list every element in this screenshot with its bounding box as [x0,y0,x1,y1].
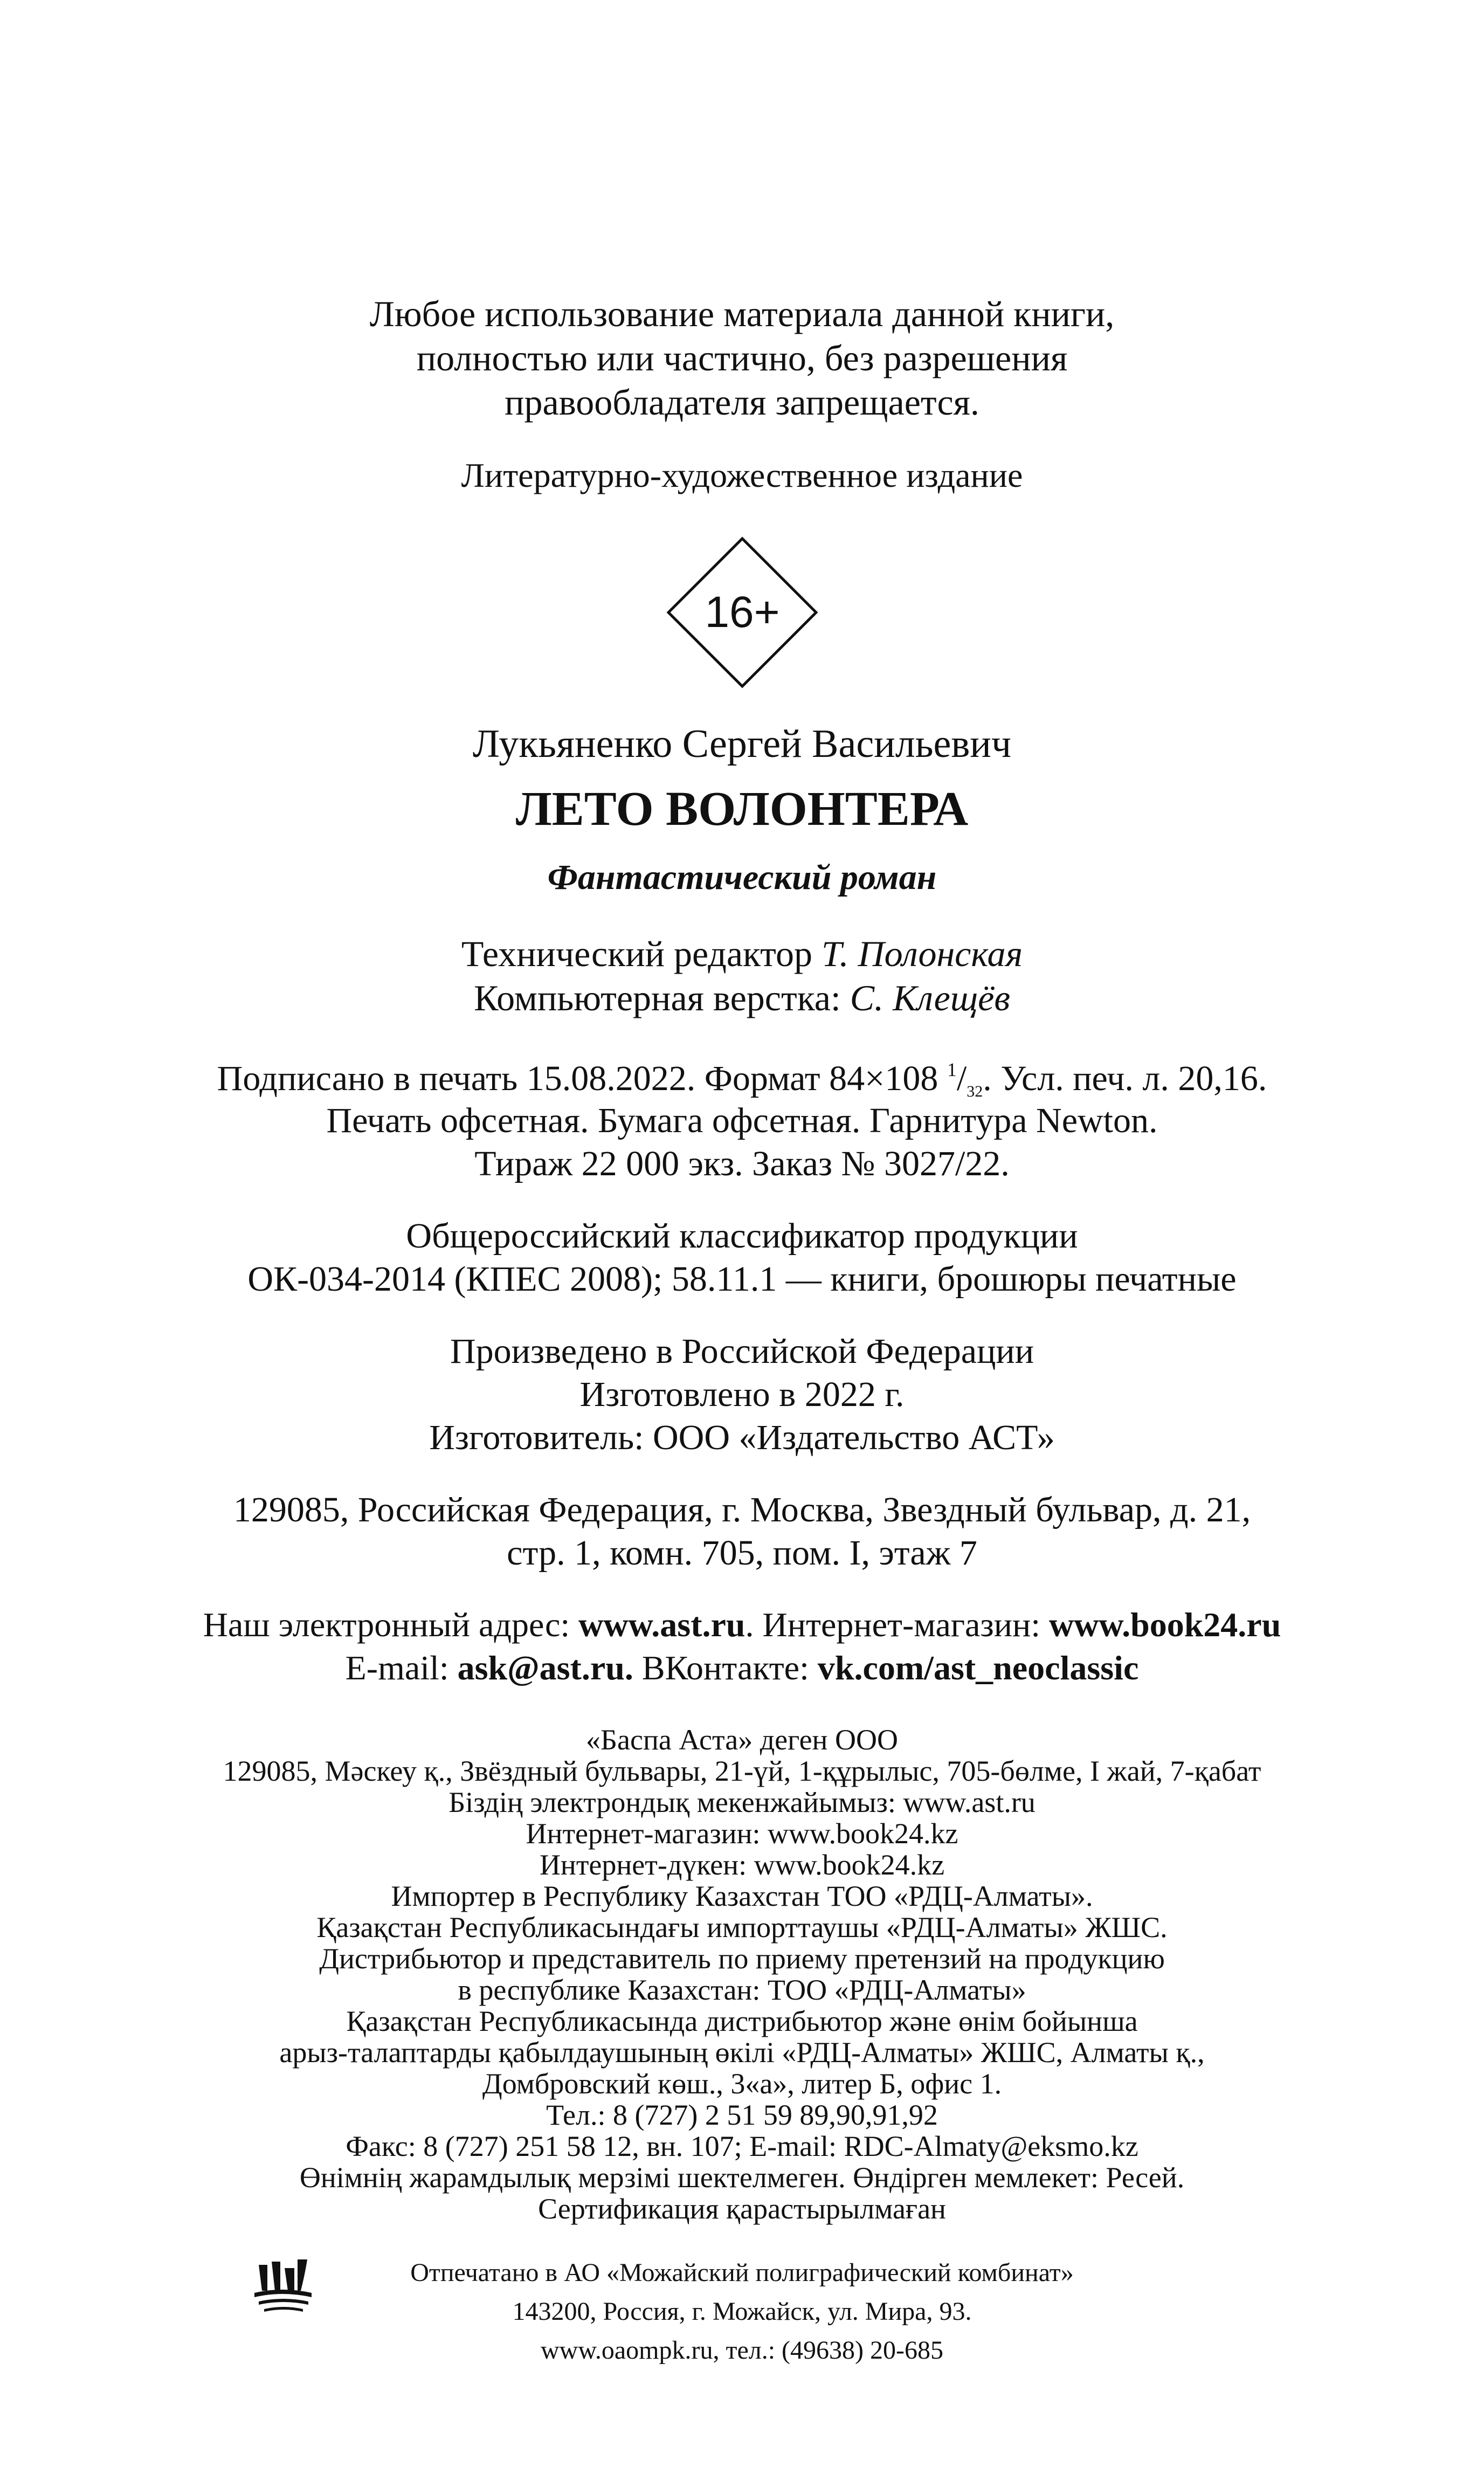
tech-editor-name: Т. Полонская [822,933,1023,974]
kz-line-09: в республике Казахстан: ТОО «РДЦ-Алматы» [458,1974,1026,2006]
book-title: ЛЕТО ВОЛОНТЕРА [515,782,969,836]
copyright-notice-line-1: Любое использование материала данной книги, [369,293,1115,334]
kz-line-01: «Баспа Аста» деген ООО [586,1724,898,1756]
production-line-2: Изготовлено в 2022 г. [579,1375,905,1414]
printer-line-3: www.oaompk.ru, тел.: (49638) 20-685 [540,2336,944,2365]
copyright-notice-line-2: полностью или частично, без разрешения [416,337,1068,378]
kz-line-03: Біздің электрондық мекенжайымыз: www.ast.ru [448,1786,1036,1818]
genre-subtitle: Фантастический роман [547,858,937,897]
address-line-2: стр. 1, комн. 705, пом. I, этаж 7 [507,1533,977,1573]
contacts-email-line [0,1651,1484,1685]
copyright-notice-line-3: правообладателя запрещается. [505,382,979,423]
author-name: Лукьяненко Сергей Васильевич [472,722,1012,766]
web-url-link[interactable]: www.ast.ru [578,1605,746,1644]
kz-line-05: Интернет-дүкен: www.book24.kz [539,1849,945,1881]
edition-type: Литературно-художественное издание [461,456,1023,494]
kz-line-10: Қазақстан Республикасында дистрибьютор және өнім бойынша [346,2005,1138,2037]
kz-line-13: Тел.: 8 (727) 2 51 59 89,90,91,92 [546,2099,938,2131]
age-rating-badge [665,535,819,690]
web-label: Наш электронный адрес: [203,1605,570,1644]
classifier-line-2: ОК-034-2014 (КПЕС 2008); 58.11.1 — книги, брошюры печатные [247,1259,1237,1299]
print-paper-line: Печать офсетная. Бумага офсетная. Гарнитура Newton. [326,1101,1158,1140]
kz-line-11: арыз-талаптарды қабылдаушының өкілі «РДЦ-Алматы» ЖШС, Алматы қ., [279,2036,1205,2069]
vk-label: ВКонтакте: [641,1649,809,1687]
format-fraction-slash: / [956,1059,967,1098]
kz-line-07: Қазақстан Республикасындағы импорттаушы «РДЦ-Алматы» ЖШС. [316,1911,1168,1944]
print-signed-prefix: Подписано в печать 15.08.2022. Формат 84×108 [217,1059,938,1098]
classifier-line-1: Общероссийский классификатор продукции [406,1216,1078,1256]
kz-line-12: Домбровский көш., 3«а», литер Б, офис 1. [482,2068,1002,2100]
address-line-1: 129085, Российская Федерация, г. Москва, Звездный бульвар, д. 21, [233,1490,1251,1529]
vk-url-link[interactable]: vk.com/ast_neoclassic [817,1649,1139,1687]
printer-line-1: Отпечатано в АО «Можайский полиграфический комбинат» [410,2258,1074,2287]
print-signed-suffix: . Усл. печ. л. 20,16. [983,1059,1267,1098]
layout-label: Компьютерная верстка: [474,977,841,1018]
printer-line-2: 143200, Россия, г. Можайск, ул. Мира, 93. [512,2297,972,2326]
contacts-web-line [0,1605,1484,1644]
kz-line-15: Өнімнің жарамдылық мерзімі шектелмеген. Өндірген мемлекет: Ресей. [299,2161,1185,2194]
kz-line-02: 129085, Мәскеу қ., Звёздный бульвары, 21-үй, 1-құрылыс, 705-бөлме, I жай, 7-қабат [223,1755,1261,1787]
kz-line-08: Дистрибьютор и представитель по приему претензий на продукцию [319,1942,1165,1975]
email-link[interactable]: ask@ast.ru. [457,1649,633,1687]
production-line-3: Изготовитель: ООО «Издательство АСТ» [429,1418,1055,1457]
tech-editor-credit [0,935,1484,972]
kz-line-06: Импортер в Республику Казахстан ТОО «РДЦ-Алматы». [391,1880,1093,1912]
shop-url-link[interactable]: www.book24.ru [1048,1605,1281,1644]
print-run-line: Тираж 22 000 экз. Заказ № 3027/22. [474,1144,1010,1183]
layout-credit [0,977,1484,1018]
tech-editor-label: Технический редактор [461,933,813,974]
kz-line-14: Факс: 8 (727) 251 58 12, вн. 107; E-mail: RDC-Almaty@eksmo.kz [346,2130,1138,2162]
print-signed-line [0,1060,1484,1100]
kz-line-04: Интернет-магазин: www.book24.kz [526,1817,958,1850]
format-fraction-denominator: 32 [967,1083,983,1100]
shop-label: . Интернет-магазин: [745,1605,1040,1644]
production-line-1: Произведено в Российской Федерации [450,1332,1034,1371]
layout-name: С. Клещёв [850,977,1010,1018]
email-label: E-mail: [345,1649,449,1687]
age-rating-text: 16+ [705,588,780,637]
format-fraction-numerator: 1 [947,1059,957,1080]
kz-line-16: Сертификация қарастырылмаған [538,2193,946,2225]
